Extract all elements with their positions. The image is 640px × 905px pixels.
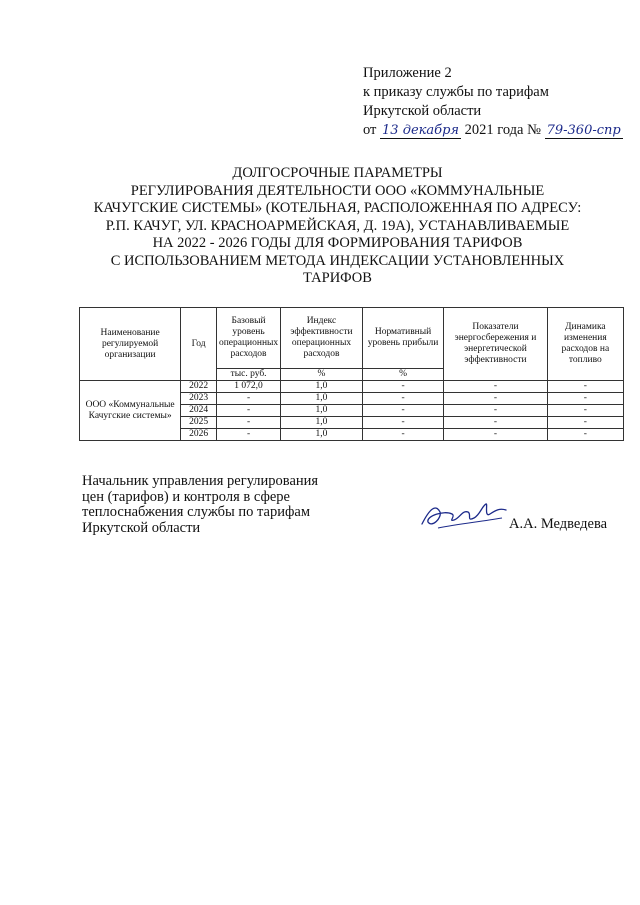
document-title (90, 165, 585, 288)
cell-base: - (216, 429, 280, 441)
appendix-region: Иркутской области (363, 103, 482, 119)
cell-year: 2025 (181, 417, 217, 429)
table-header-row (80, 308, 624, 369)
unit-profit: % (362, 369, 443, 381)
title-line: РЕГУЛИРОВАНИЯ ДЕЯТЕЛЬНОСТИ ООО «КОММУНАЛЬНЫЕ (130, 182, 545, 199)
cell-index: 1,0 (281, 417, 363, 429)
date-prefix: от (363, 122, 377, 138)
appendix-number: Приложение 2 (363, 65, 452, 81)
cell-profit: - (362, 429, 443, 441)
cell-index: 1,0 (281, 381, 363, 393)
unit-index: % (281, 369, 363, 381)
organization-name: ООО «Коммунальные Качугские системы» (80, 381, 181, 441)
header-profit-level: Нормативный уровень прибыли (362, 308, 443, 369)
title-line: КАЧУГСКИЕ СИСТЕМЫ» (КОТЕЛЬНАЯ, РАСПОЛОЖЕННАЯ ПО АДРЕСУ: (93, 200, 582, 216)
cell-base: - (216, 417, 280, 429)
cell-fuel: - (547, 393, 623, 405)
cell-profit: - (362, 405, 443, 417)
cell-fuel: - (547, 381, 623, 393)
title-line: НА 2022 - 2026 ГОДЫ ДЛЯ ФОРМИРОВАНИЯ ТАРИФОВ (152, 235, 523, 251)
appendix-block (363, 64, 635, 140)
header-year: Год (181, 308, 217, 381)
cell-energy: - (444, 393, 547, 405)
signer-line: теплоснабжения службы по тарифам (82, 504, 311, 520)
signer-line: Начальник управления регулирования (82, 473, 319, 489)
cell-year: 2024 (181, 405, 217, 417)
signer-line: Иркутской области (82, 519, 201, 536)
header-energy-saving: Показатели энергосбережения и энергетической эффективности (444, 308, 547, 381)
cell-base: - (216, 405, 280, 417)
signer-line: цен (тарифов) и контроля в сфере (82, 488, 290, 505)
table-row (80, 381, 624, 393)
cell-index: 1,0 (281, 405, 363, 417)
handwritten-order-number: 79-360-спр (546, 123, 621, 138)
cell-index: 1,0 (281, 429, 363, 441)
signer-position (82, 474, 382, 536)
appendix-date-line (363, 121, 635, 140)
title-line: Р.П. КАЧУГ, УЛ. КРАСНОАРМЕЙСКАЯ, Д. 19А), УСТАНАВЛИВАЕМЫЕ (105, 217, 570, 234)
parameters-table (79, 307, 624, 441)
header-efficiency-index: Индекс эффективности операционных расходов (281, 308, 363, 369)
header-organization: Наименование регулируемой организации (80, 308, 181, 381)
cell-energy: - (444, 429, 547, 441)
cell-fuel: - (547, 429, 623, 441)
handwritten-date: 13 декабря (382, 123, 460, 138)
cell-fuel: - (547, 417, 623, 429)
cell-base: 1 072,0 (216, 381, 280, 393)
unit-base: тыс. руб. (216, 369, 280, 381)
cell-index: 1,0 (281, 393, 363, 405)
cell-profit: - (362, 417, 443, 429)
cell-profit: - (362, 381, 443, 393)
cell-year: 2022 (181, 381, 217, 393)
signer-name: А.А. Медведева (509, 516, 608, 532)
title-line: ТАРИФОВ (303, 270, 372, 286)
header-base-level: Базовый уровень операционных расходов (216, 308, 280, 369)
handwritten-signature (418, 498, 510, 532)
cell-year: 2023 (181, 393, 217, 405)
title-line: С ИСПОЛЬЗОВАНИЕМ МЕТОДА ИНДЕКСАЦИИ УСТАНОВЛЕННЫХ (110, 252, 565, 269)
cell-year: 2026 (181, 429, 217, 441)
cell-fuel: - (547, 405, 623, 417)
cell-profit: - (362, 393, 443, 405)
cell-energy: - (444, 381, 547, 393)
title-line: ДОЛГОСРОЧНЫЕ ПАРАМЕТРЫ (232, 165, 443, 181)
date-year: 2021 года № (464, 122, 541, 138)
header-fuel-dynamics: Динамика изменения расходов на топливо (547, 308, 623, 381)
cell-energy: - (444, 417, 547, 429)
cell-energy: - (444, 405, 547, 417)
appendix-order-ref: к приказу службы по тарифам (363, 84, 549, 100)
cell-base: - (216, 393, 280, 405)
